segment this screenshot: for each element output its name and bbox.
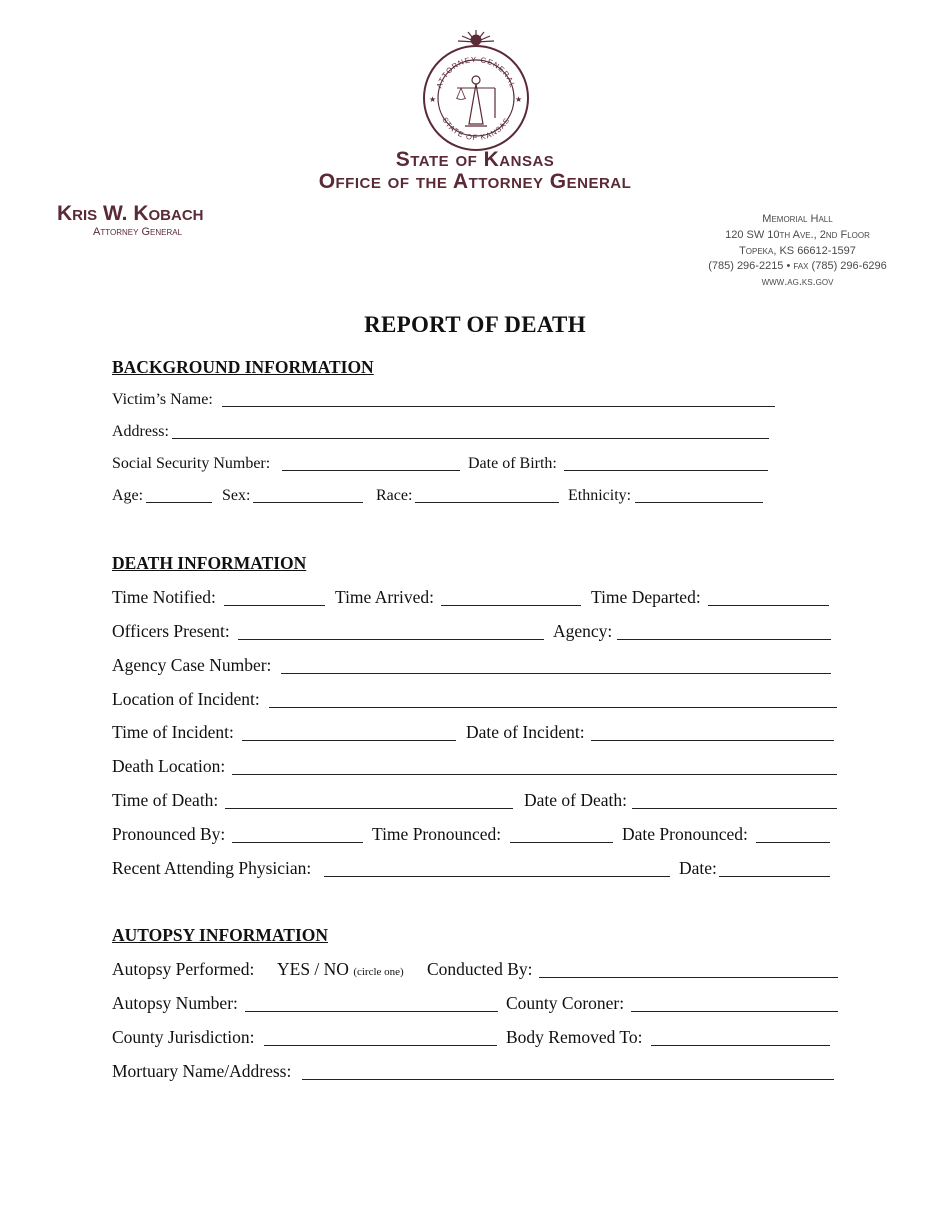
sex-field[interactable] [222, 487, 250, 505]
ssn-blank[interactable] [282, 470, 460, 471]
officers-present-label: Officers Present: [112, 621, 230, 641]
section-heading-autopsy: AUTOPSY INFORMATION [112, 925, 329, 945]
physician-date-field[interactable] [679, 858, 717, 879]
yes-no-choice[interactable] [277, 959, 404, 980]
mortuary-row [112, 1061, 842, 1085]
time-notified-label: Time Notified: [112, 587, 216, 607]
jurisdiction-body-row [112, 1027, 842, 1051]
body-removed-to-blank[interactable] [651, 1045, 830, 1046]
office-address [690, 212, 905, 291]
date-pronounced-blank[interactable] [756, 842, 830, 843]
address-field[interactable] [112, 423, 169, 441]
time-pronounced-blank[interactable] [510, 842, 613, 843]
time-departed-field[interactable] [591, 587, 701, 608]
svg-text:STATE OF KANSAS [440, 116, 511, 142]
body-removed-to-field[interactable] [506, 1027, 643, 1048]
location-of-incident-row [112, 689, 842, 713]
mortuary-label: Mortuary Name/Address: [112, 1061, 292, 1081]
death-location-row [112, 756, 842, 780]
agency-case-number-label: Agency Case Number: [112, 655, 272, 675]
location-of-incident-blank[interactable] [269, 707, 837, 708]
autopsy-performed-field[interactable] [112, 959, 254, 980]
autopsy-performed-row [112, 959, 842, 983]
attorney-general-name: Kris W. Kobach [57, 202, 204, 225]
physician-date-blank[interactable] [719, 876, 830, 877]
date-pronounced-field[interactable] [622, 824, 748, 845]
body-removed-to-label: Body Removed To: [506, 1027, 643, 1047]
victims-name-row [112, 391, 792, 415]
physician-date-label: Date: [679, 858, 717, 878]
age-blank[interactable] [146, 502, 212, 503]
address-line: Memorial Hall [762, 213, 833, 225]
date-pronounced-label: Date Pronounced: [622, 824, 748, 844]
time-arrived-blank[interactable] [441, 605, 581, 606]
victims-name-label: Victim’s Name: [112, 391, 213, 408]
death-time-date-row [112, 790, 842, 814]
race-label: Race: [376, 487, 413, 504]
county-jurisdiction-label: County Jurisdiction: [112, 1027, 255, 1047]
agency-case-number-blank[interactable] [281, 673, 831, 674]
autopsy-number-label: Autopsy Number: [112, 993, 238, 1013]
svg-text:★: ★ [429, 95, 437, 104]
conducted-by-label: Conducted By: [427, 959, 533, 979]
ethnicity-blank[interactable] [635, 502, 763, 503]
recent-physician-blank[interactable] [324, 876, 670, 877]
county-jurisdiction-blank[interactable] [264, 1045, 497, 1046]
agency-label: Agency: [553, 621, 613, 641]
address-blank[interactable] [172, 438, 769, 439]
time-pronounced-field[interactable] [372, 824, 501, 845]
yes-no-options[interactable]: YES / NO [277, 959, 349, 979]
date-of-incident-field[interactable] [466, 722, 585, 743]
incident-time-date-row [112, 722, 842, 746]
agency-blank[interactable] [617, 639, 831, 640]
notified-arrived-departed-row [112, 587, 842, 611]
pronounced-row [112, 824, 842, 848]
sex-blank[interactable] [253, 502, 363, 503]
age-label: Age: [112, 487, 144, 504]
conducted-by-field[interactable] [427, 959, 532, 980]
pronounced-by-label: Pronounced By: [112, 824, 226, 844]
county-coroner-blank[interactable] [631, 1011, 838, 1012]
dob-label: Date of Birth: [468, 455, 557, 472]
time-arrived-field[interactable] [335, 587, 434, 608]
address-line: 120 SW 10th Ave., 2nd Floor [725, 228, 870, 241]
date-of-incident-blank[interactable] [591, 740, 834, 741]
date-of-death-field[interactable] [524, 790, 627, 811]
ssn-field[interactable] [112, 455, 270, 473]
circle-one-hint: (circle one) [353, 966, 404, 978]
agency-name-line1: State of Kansas [395, 148, 555, 171]
form-title: REPORT OF DEATH [364, 312, 586, 337]
conducted-by-blank[interactable] [539, 977, 838, 978]
time-pronounced-label: Time Pronounced: [372, 824, 502, 844]
death-location-blank[interactable] [232, 774, 837, 775]
death-location-label: Death Location: [112, 756, 226, 776]
phone-fax-line: (785) 296-2215 • fax (785) 296-6296 [708, 260, 887, 273]
county-coroner-label: County Coroner: [506, 993, 625, 1013]
sex-label: Sex: [222, 487, 251, 504]
recent-physician-field[interactable] [112, 858, 311, 879]
officers-present-blank[interactable] [238, 639, 544, 640]
time-departed-blank[interactable] [708, 605, 829, 606]
agency-case-number-row [112, 655, 842, 679]
autopsy-number-coroner-row [112, 993, 842, 1017]
address-row [112, 423, 792, 447]
race-field[interactable] [376, 487, 412, 505]
time-arrived-label: Time Arrived: [335, 587, 435, 607]
time-of-death-blank[interactable] [225, 808, 513, 809]
time-of-incident-field[interactable] [112, 722, 234, 743]
address-line: Topeka, KS 66612-1597 [739, 244, 856, 257]
time-notified-field[interactable] [112, 587, 216, 608]
county-jurisdiction-field[interactable] [112, 1027, 254, 1048]
date-of-incident-label: Date of Incident: [466, 722, 585, 742]
mortuary-field[interactable] [112, 1061, 291, 1082]
ethnicity-field[interactable] [568, 487, 631, 505]
pronounced-by-field[interactable] [112, 824, 225, 845]
officers-present-field[interactable] [112, 621, 230, 642]
ethnicity-label: Ethnicity: [568, 487, 632, 504]
time-of-death-field[interactable] [112, 790, 218, 811]
pronounced-by-blank[interactable] [232, 842, 363, 843]
ssn-dob-row [112, 455, 792, 479]
officers-agency-row [112, 621, 842, 645]
autopsy-number-blank[interactable] [245, 1011, 498, 1012]
attorney-general-seal [421, 28, 531, 152]
address-label: Address: [112, 423, 169, 440]
ssn-label: Social Security Number: [112, 455, 271, 472]
county-coroner-field[interactable] [506, 993, 624, 1014]
section-heading-background: BACKGROUND INFORMATION [112, 357, 374, 377]
time-notified-blank[interactable] [224, 605, 325, 606]
death-location-field[interactable] [112, 756, 225, 777]
seal-text-bottom: STATE OF KANSAS [440, 115, 512, 143]
victims-name-field[interactable] [112, 391, 213, 409]
autopsy-number-field[interactable] [112, 993, 238, 1014]
autopsy-performed-label: Autopsy Performed: [112, 959, 255, 979]
mortuary-blank[interactable] [302, 1079, 834, 1080]
date-of-death-blank[interactable] [632, 808, 837, 809]
physician-row [112, 858, 842, 882]
agency-field[interactable] [553, 621, 612, 642]
seal-text-top: ATTORNEY GENERAL [434, 54, 518, 90]
recent-physician-label: Recent Attending Physician: [112, 858, 312, 878]
website-line: www.ag.ks.gov [761, 276, 834, 289]
dob-blank[interactable] [564, 470, 768, 471]
time-of-death-label: Time of Death: [112, 790, 219, 810]
agency-name-line2: Office of the Attorney General [318, 170, 632, 193]
dob-field[interactable] [468, 455, 557, 473]
svg-text:★: ★ [515, 95, 523, 104]
age-sex-race-row [112, 487, 792, 511]
victims-name-blank[interactable] [222, 406, 775, 407]
location-of-incident-label: Location of Incident: [112, 689, 260, 709]
agency-case-number-field[interactable] [112, 655, 271, 676]
attorney-general-title: Attorney General [93, 226, 183, 238]
time-departed-label: Time Departed: [591, 587, 701, 607]
time-of-incident-label: Time of Incident: [112, 722, 234, 742]
age-field[interactable] [112, 487, 143, 505]
race-blank[interactable] [415, 502, 559, 503]
section-heading-death: DEATH INFORMATION [112, 553, 307, 573]
date-of-death-label: Date of Death: [524, 790, 628, 810]
location-of-incident-field[interactable] [112, 689, 260, 710]
time-of-incident-blank[interactable] [242, 740, 456, 741]
